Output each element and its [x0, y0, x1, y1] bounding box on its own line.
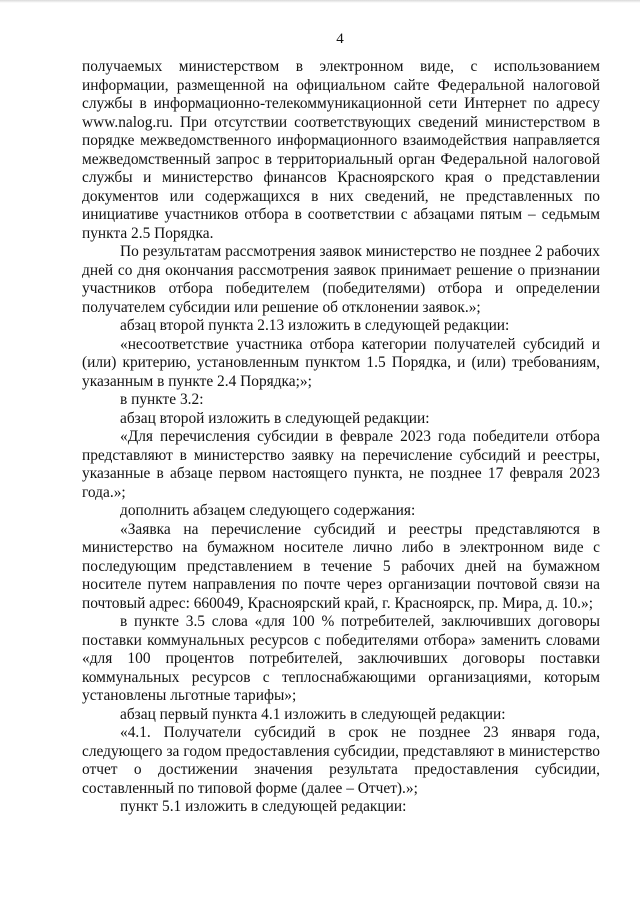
paragraph: в пункте 3.2:: [120, 391, 204, 408]
paragraph: дополнить абзацем следующего содержания:: [120, 502, 416, 519]
paragraph: в пункте 3.5 слова «для 100 % потребителей, заключивших договоры поставки коммунальных ресурсов с победителями отбора» заменить словами «для 100 процентов потребителей, заключивших договоры поставки коммунальных ресурсов с теплоснабжающими организациями, которым установлены льготные тарифы»;: [82, 613, 600, 704]
paragraph: По результатам рассмотрения заявок министерство не позднее 2 рабочих дней со дня окончания рассмотрения заявок принимает решение о признании участников отбора победителем (победителями) отбора и определении получателем субсидии или решение об отклонении заявок.»;: [82, 243, 600, 316]
paragraph: пункт 5.1 изложить в следующей редакции:: [120, 798, 407, 815]
paragraph: абзац второй изложить в следующей редакции:: [120, 409, 430, 427]
paragraph: «Заявка на перечисление субсидий и реестры представляются в министерство на бумажном носителе лично либо в электронном виде с последующим представлением в течение 5 рабочих дней на бумажном носителе путем направления по почте через организации почтовой связи на почтовый адрес: 660049, Красноярский край, г. Красноярск, пр. Мира, д. 10.»;: [82, 520, 600, 612]
paragraph: получаемых министерством в электронном виде, с использованием информации, размещенной на официальном сайте Федеральной налоговой службы в информационно-телекоммуникационной сети Интернет по адресу www.nalog.ru. При отсутствии соответствующих сведений министерством в порядке межведомственного информационного взаимодействия направляется межведомственный запрос в территориальный орган Федеральной налоговой службы и министерство финансов Красноярского края о представлении документов или содержащихся в них сведений, не представленных по инициативе участников отбора в соответствии с абзацами пятым – седьмым пункта 2.5 Порядка.: [82, 58, 600, 242]
scan-top-edge: [0, 0, 640, 3]
paragraph: «4.1. Получатели субсидий в срок не позднее 23 января года, следующего за годом предоставления субсидии, представляют в министерство отчет о достижении значения результата предоставления субсидии, составленный по типовой форме (далее – Отчет).»;: [82, 724, 600, 797]
paragraph: «несоответствие участника отбора категории получателей субсидий и (или) критерию, установленным пунктом 1.5 Порядка, и (или) требованиям, указанным в пункте 2.4 Порядка;»;: [82, 335, 600, 390]
document-body: [82, 58, 600, 817]
paragraph: абзац первый пункта 4.1 изложить в следующей редакции:: [120, 705, 506, 723]
paragraph: «Для перечисления субсидии в феврале 2023 года победители отбора представляют в министерство заявку на перечисление субсидий и реестры, указанные в абзаце первом настоящего пункта, не позднее 17 февраля 2023 года.»;: [82, 428, 600, 501]
paragraph: абзац второй пункта 2.13 изложить в следующей редакции:: [120, 317, 510, 334]
page-number: 4: [336, 31, 344, 47]
